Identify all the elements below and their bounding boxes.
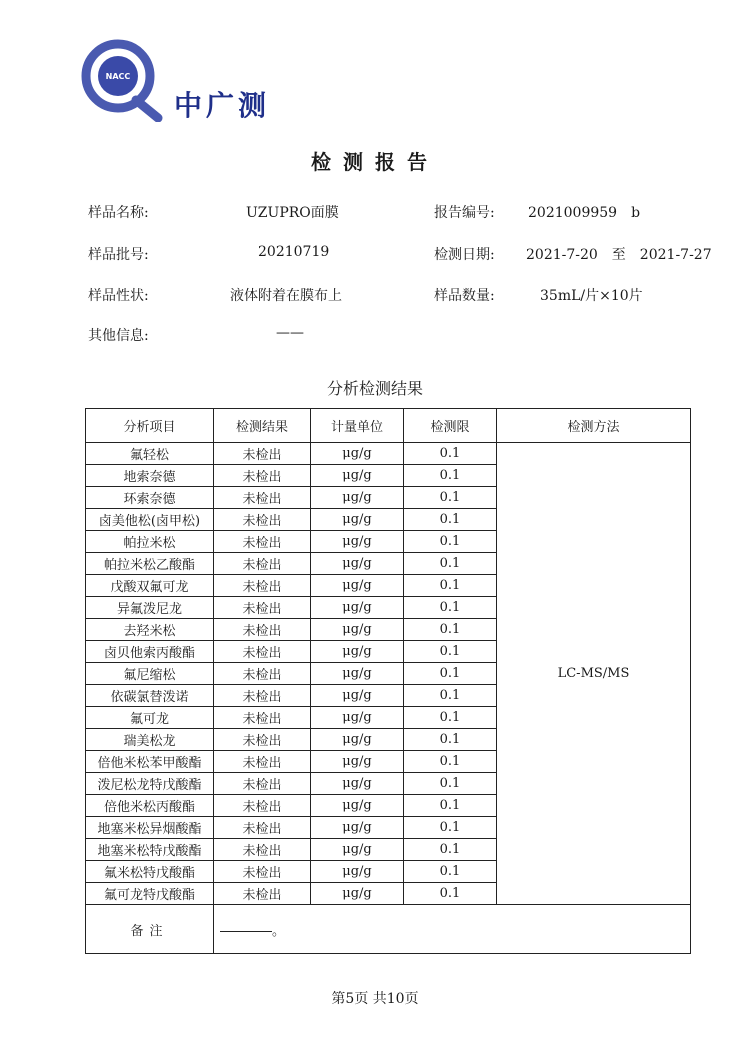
cell-limit: 0.1 — [404, 685, 497, 707]
cell-limit: 0.1 — [404, 817, 497, 839]
state-label: 样品性状: — [88, 288, 149, 304]
sample-name-label: 样品名称: — [88, 205, 149, 221]
report-title: 检测报告 — [311, 150, 439, 174]
cell-limit: 0.1 — [404, 443, 497, 465]
cell-unit: μg/g — [311, 575, 404, 597]
table-header-row — [86, 409, 691, 443]
quantity-label: 样品数量: — [434, 288, 495, 304]
cell-result: 未检出 — [214, 641, 311, 663]
cell-limit: 0.1 — [404, 751, 497, 773]
cell-result: 未检出 — [214, 729, 311, 751]
header-method: 检测方法 — [497, 409, 691, 443]
results-section-title: 分析检测结果 — [326, 379, 423, 398]
header-result: 检测结果 — [214, 409, 311, 443]
remark-row — [86, 905, 691, 954]
cell-limit: 0.1 — [404, 531, 497, 553]
cell-limit: 0.1 — [404, 773, 497, 795]
cell-unit: μg/g — [311, 443, 404, 465]
cell-unit: μg/g — [311, 751, 404, 773]
logo-badge-text: NACC — [105, 72, 131, 81]
cell-unit: μg/g — [311, 465, 404, 487]
company-logo — [78, 38, 298, 122]
cell-item: 瑞美松龙 — [86, 729, 214, 751]
cell-result: 未检出 — [214, 883, 311, 905]
cell-result: 未检出 — [214, 443, 311, 465]
cell-item: 倍他米松苯甲酸酯 — [86, 751, 214, 773]
cell-limit: 0.1 — [404, 597, 497, 619]
cell-limit: 0.1 — [404, 553, 497, 575]
cell-item: 帕拉米松 — [86, 531, 214, 553]
test-date-value: 2021-7-20 至 2021-7-27 — [526, 247, 712, 263]
table-row — [86, 443, 691, 465]
cell-item: 泼尼松龙特戊酸酯 — [86, 773, 214, 795]
header-unit: 计量单位 — [311, 409, 404, 443]
cell-limit: 0.1 — [404, 619, 497, 641]
cell-limit: 0.1 — [404, 861, 497, 883]
cell-unit: μg/g — [311, 685, 404, 707]
batch-label: 样品批号: — [88, 247, 149, 263]
cell-result: 未检出 — [214, 817, 311, 839]
cell-result: 未检出 — [214, 795, 311, 817]
cell-result: 未检出 — [214, 531, 311, 553]
cell-limit: 0.1 — [404, 509, 497, 531]
cell-unit: μg/g — [311, 883, 404, 905]
cell-limit: 0.1 — [404, 883, 497, 905]
cell-limit: 0.1 — [404, 839, 497, 861]
cell-unit: μg/g — [311, 663, 404, 685]
cell-unit: μg/g — [311, 861, 404, 883]
cell-item: 依碳氯替泼诺 — [86, 685, 214, 707]
cell-result: 未检出 — [214, 575, 311, 597]
header-limit: 检测限 — [404, 409, 497, 443]
cell-unit: μg/g — [311, 619, 404, 641]
cell-unit: μg/g — [311, 531, 404, 553]
other-info-label: 其他信息: — [88, 328, 149, 344]
cell-item: 地索奈德 — [86, 465, 214, 487]
cell-item: 氟尼缩松 — [86, 663, 214, 685]
sample-name-value: UZUPRO面膜 — [246, 205, 339, 221]
cell-limit: 0.1 — [404, 575, 497, 597]
cell-result: 未检出 — [214, 619, 311, 641]
cell-unit: μg/g — [311, 795, 404, 817]
cell-item: 氟轻松 — [86, 443, 214, 465]
report-no-value: 2021009959 b — [528, 205, 641, 221]
cell-unit: μg/g — [311, 839, 404, 861]
cell-item: 戊酸双氟可龙 — [86, 575, 214, 597]
cell-item: 卤贝他索丙酸酯 — [86, 641, 214, 663]
cell-result: 未检出 — [214, 553, 311, 575]
cell-item: 帕拉米松乙酸酯 — [86, 553, 214, 575]
cell-unit: μg/g — [311, 729, 404, 751]
header-item: 分析项目 — [86, 409, 214, 443]
cell-item: 氟可龙特戊酸酯 — [86, 883, 214, 905]
other-info-value: —— — [276, 325, 304, 341]
results-table — [85, 408, 691, 954]
nacc-logo-icon — [78, 38, 168, 122]
cell-limit: 0.1 — [404, 663, 497, 685]
cell-limit: 0.1 — [404, 465, 497, 487]
page-number: 第5页 共10页 — [331, 991, 419, 1007]
brand-name: 中广测 — [174, 89, 271, 122]
cell-unit: μg/g — [311, 773, 404, 795]
remark-blank-line — [220, 931, 272, 932]
cell-limit: 0.1 — [404, 729, 497, 751]
cell-unit: μg/g — [311, 817, 404, 839]
report-no-label: 报告编号: — [434, 205, 495, 221]
cell-item: 氟可龙 — [86, 707, 214, 729]
quantity-value: 35mL/片×10片 — [540, 288, 643, 304]
cell-result: 未检出 — [214, 663, 311, 685]
cell-limit: 0.1 — [404, 487, 497, 509]
remark-label: 备注 — [86, 905, 214, 954]
cell-result: 未检出 — [214, 685, 311, 707]
cell-unit: μg/g — [311, 641, 404, 663]
cell-limit: 0.1 — [404, 641, 497, 663]
cell-result: 未检出 — [214, 509, 311, 531]
cell-unit: μg/g — [311, 707, 404, 729]
cell-item: 环索奈德 — [86, 487, 214, 509]
cell-unit: μg/g — [311, 553, 404, 575]
cell-item: 地塞米松特戊酸酯 — [86, 839, 214, 861]
cell-result: 未检出 — [214, 465, 311, 487]
cell-unit: μg/g — [311, 487, 404, 509]
cell-item: 卤美他松(卤甲松) — [86, 509, 214, 531]
cell-item: 地塞米松异烟酸酯 — [86, 817, 214, 839]
cell-result: 未检出 — [214, 597, 311, 619]
cell-result: 未检出 — [214, 839, 311, 861]
cell-item: 去羟米松 — [86, 619, 214, 641]
cell-limit: 0.1 — [404, 707, 497, 729]
cell-item: 异氟泼尼龙 — [86, 597, 214, 619]
cell-item: 氟米松特戊酸酯 — [86, 861, 214, 883]
batch-value: 20210719 — [258, 244, 330, 260]
cell-limit: 0.1 — [404, 795, 497, 817]
test-date-label: 检测日期: — [434, 247, 495, 263]
remark-value — [214, 905, 691, 954]
cell-unit: μg/g — [311, 509, 404, 531]
remark-text: 。 — [272, 923, 286, 939]
cell-method: LC-MS/MS — [497, 443, 691, 905]
cell-item: 倍他米松丙酸酯 — [86, 795, 214, 817]
cell-result: 未检出 — [214, 707, 311, 729]
cell-result: 未检出 — [214, 751, 311, 773]
cell-result: 未检出 — [214, 773, 311, 795]
cell-unit: μg/g — [311, 597, 404, 619]
cell-result: 未检出 — [214, 861, 311, 883]
state-value: 液体附着在膜布上 — [230, 288, 342, 304]
cell-result: 未检出 — [214, 487, 311, 509]
